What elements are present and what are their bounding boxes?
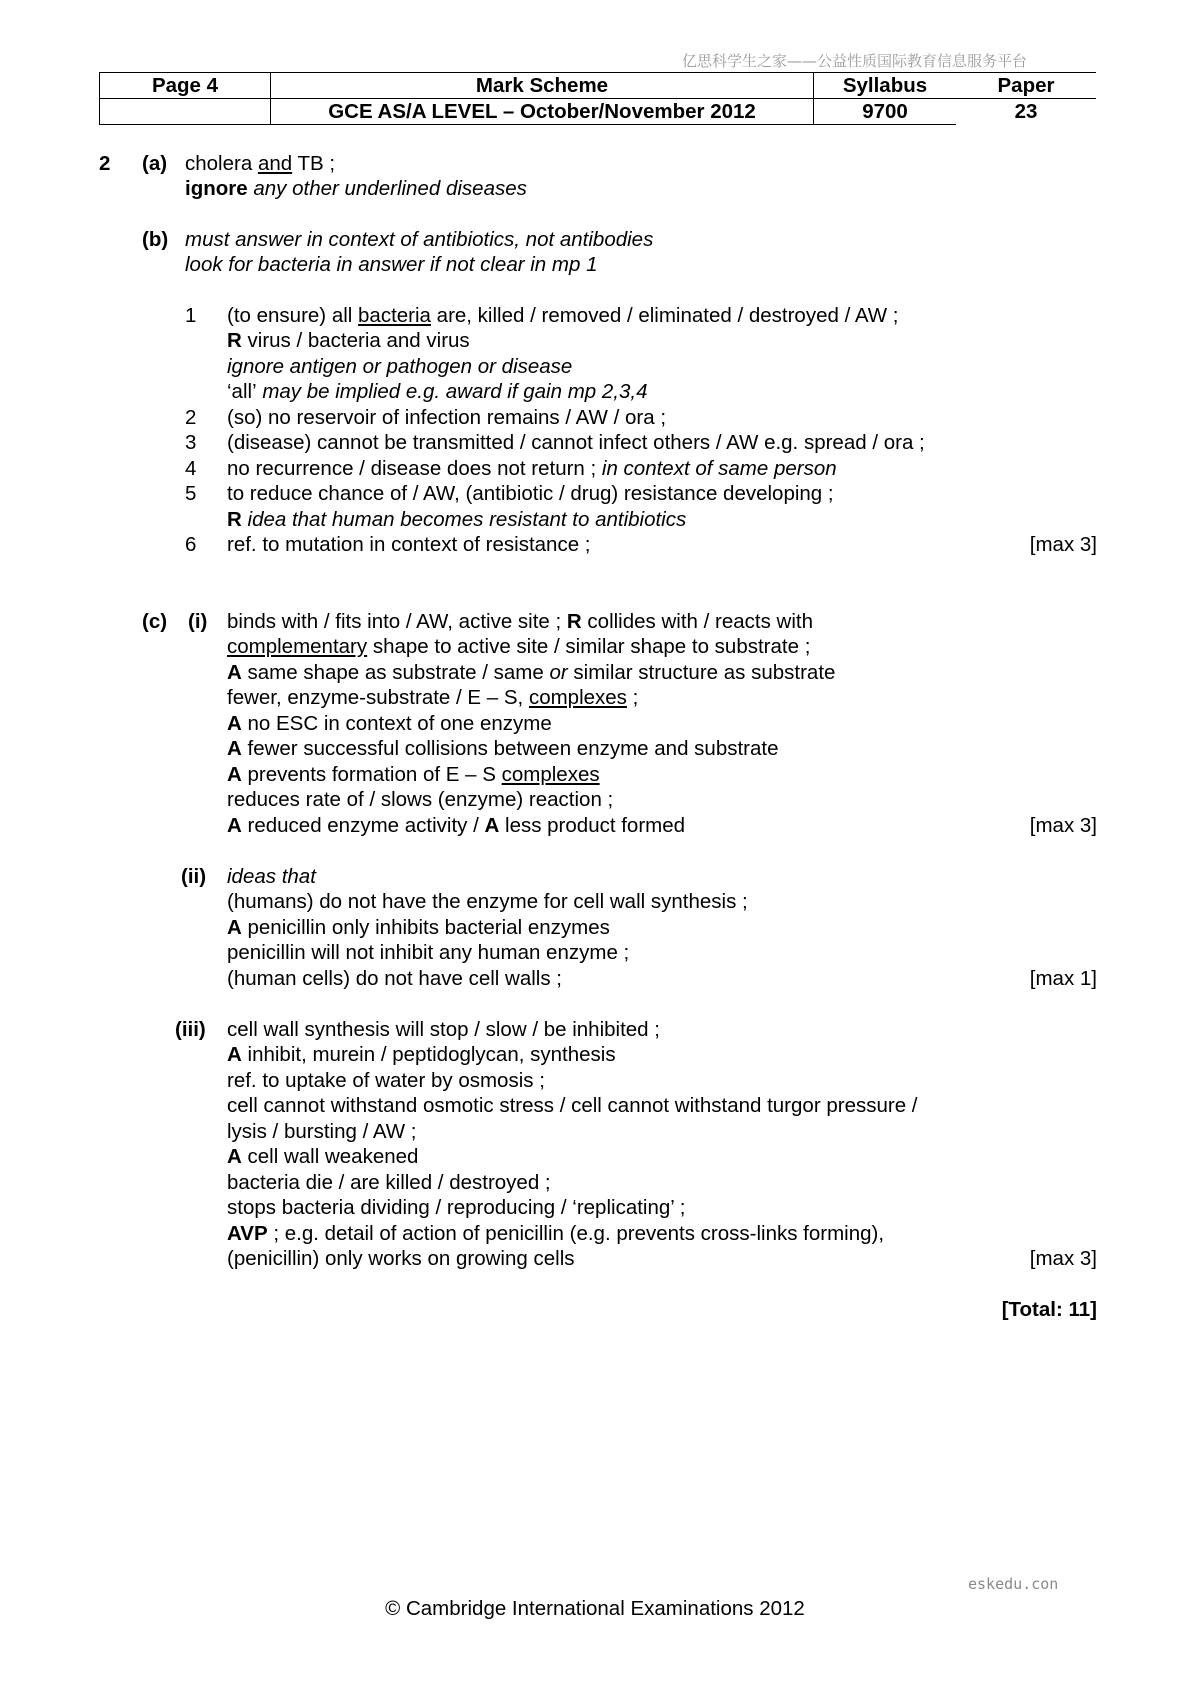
mp-1-ignore: ignore antigen or pathogen or disease — [227, 355, 573, 378]
c-i-line-6: A fewer successful collisions between enzyme and substrate — [227, 737, 779, 760]
c-iii-line-6: A cell wall weakened — [227, 1145, 419, 1168]
c-iii-line-8: stops bacteria dividing / reproducing / ‘replicating’ ; — [227, 1196, 686, 1219]
syllabus-code: 9700 — [814, 99, 957, 125]
mp-6-number: 6 — [185, 533, 197, 556]
mp-5-reject: R idea that human becomes resistant to antibiotics — [227, 508, 687, 531]
c-i-line-7: A prevents formation of E – S complexes — [227, 763, 600, 786]
c-i-line-5: A no ESC in context of one enzyme — [227, 712, 552, 735]
c-ii-line-4: penicillin will not inhibit any human enzyme ; — [227, 941, 630, 964]
c-iii-line-10: (penicillin) only works on growing cells — [227, 1247, 575, 1270]
part-c-ii-label: (ii) — [181, 865, 207, 888]
mp-5: to reduce chance of / AW, (antibiotic / drug) resistance developing ; — [227, 482, 834, 505]
mp-1-reject: R virus / bacteria and virus — [227, 329, 470, 352]
c-ii-line-3: A penicillin only inhibits bacterial enzymes — [227, 916, 610, 939]
doc-title: Mark Scheme — [271, 73, 814, 99]
mp-4: no recurrence / disease does not return ; in context of same person — [227, 457, 837, 480]
question-number: 2 — [99, 152, 111, 175]
part-b-label: (b) — [142, 228, 169, 251]
c-ii-line-2: (humans) do not have the enzyme for cell wall synthesis ; — [227, 890, 748, 913]
mp-5-number: 5 — [185, 482, 197, 505]
exam-session: GCE AS/A LEVEL – October/November 2012 — [271, 99, 814, 125]
question-total: [Total: 11] — [1001, 1298, 1097, 1321]
c-iii-line-5: lysis / bursting / AW ; — [227, 1120, 417, 1143]
mp-2-number: 2 — [185, 406, 197, 429]
c-i-line-8: reduces rate of / slows (enzyme) reaction ; — [227, 788, 614, 811]
paper-label: Paper — [956, 73, 1096, 99]
c-i-line-9: A reduced enzyme activity / A less product formed — [227, 814, 686, 837]
mp-2: (so) no reservoir of infection remains / AW / ora ; — [227, 406, 667, 429]
c-i-line-3: A same shape as substrate / same or similar structure as substrate — [227, 661, 836, 684]
part-c-iii-label: (iii) — [175, 1018, 206, 1041]
mp-3-number: 3 — [185, 431, 197, 454]
c-i-line-2: complementary shape to active site / similar shape to substrate ; — [227, 635, 811, 658]
c-ii-line-1: ideas that — [227, 865, 316, 888]
mp-6: ref. to mutation in context of resistance ; — [227, 533, 591, 556]
part-c-i-label: (i) — [188, 610, 208, 633]
part-c-label: (c) — [142, 610, 168, 633]
c-iii-line-9: AVP ; e.g. detail of action of penicillin (e.g. prevents cross-links forming), — [227, 1222, 885, 1245]
mp-3: (disease) cannot be transmitted / cannot infect others / AW e.g. spread / ora ; — [227, 431, 925, 454]
page-label: Page 4 — [100, 73, 271, 99]
copyright-footer: © Cambridge International Examinations 2012 — [385, 1597, 805, 1620]
empty-cell — [100, 99, 271, 125]
part-c-i-mark: [max 3] — [1029, 814, 1097, 837]
part-b-mark: [max 3] — [1029, 533, 1097, 556]
c-iii-line-3: ref. to uptake of water by osmosis ; — [227, 1069, 545, 1092]
watermark-top: 亿思科学生之家——公益性质国际教育信息服务平台 — [682, 52, 1028, 70]
c-iii-line-4: cell cannot withstand osmotic stress / cell cannot withstand turgor pressure / — [227, 1094, 918, 1117]
c-iii-line-2: A inhibit, murein / peptidoglycan, synthesis — [227, 1043, 616, 1066]
part-a-guidance: ignore any other underlined diseases — [185, 177, 527, 200]
watermark-bottom: eskedu.con — [968, 1575, 1059, 1593]
c-iii-line-7: bacteria die / are killed / destroyed ; — [227, 1171, 551, 1194]
part-b-note-1: must answer in context of antibiotics, not antibodies — [185, 228, 654, 251]
part-c-iii-mark: [max 3] — [1029, 1247, 1097, 1270]
mp-1: (to ensure) all bacteria are, killed / removed / eliminated / destroyed / AW ; — [227, 304, 899, 327]
mp-4-number: 4 — [185, 457, 197, 480]
syllabus-label: Syllabus — [814, 73, 957, 99]
paper-number: 23 — [956, 99, 1096, 125]
c-ii-line-5: (human cells) do not have cell walls ; — [227, 967, 562, 990]
mp-1-number: 1 — [185, 304, 197, 327]
c-i-line-1: binds with / fits into / AW, active site ; R collides with / reacts with — [227, 610, 813, 633]
part-c-ii-mark: [max 1] — [1029, 967, 1097, 990]
mp-1-note: ‘all’ may be implied e.g. award if gain mp 2,3,4 — [227, 380, 648, 403]
header-table — [99, 72, 1096, 125]
part-a-answer: cholera and TB ; — [185, 152, 336, 175]
part-a-label: (a) — [142, 152, 168, 175]
part-b-note-2: look for bacteria in answer if not clear in mp 1 — [185, 253, 598, 276]
c-iii-line-1: cell wall synthesis will stop / slow / be inhibited ; — [227, 1018, 660, 1041]
c-i-line-4: fewer, enzyme-substrate / E – S, complexes ; — [227, 686, 639, 709]
